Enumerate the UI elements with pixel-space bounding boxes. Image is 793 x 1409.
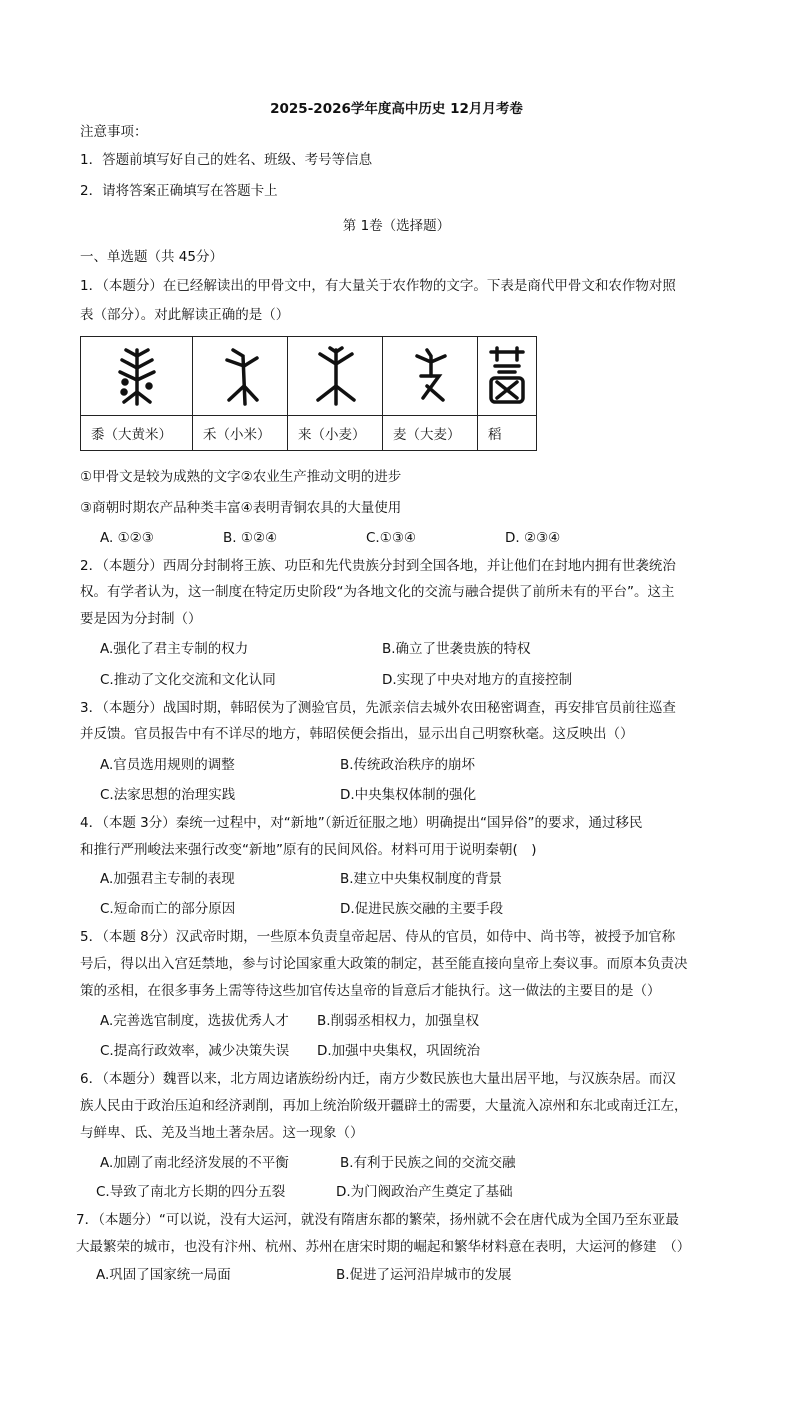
q6-option-a[interactable]: A.加剧了南北经济发展的不平衡 <box>100 1155 289 1171</box>
q6-stem-line-2: 族人民由于政治压迫和经济剥削，再加上统治阶级开疆辟土的需要，大量流入凉州和东北或南迁江左， <box>80 1098 688 1114</box>
table-label-shu: 黍（大黄米） <box>81 416 193 451</box>
exam-title: 2025-2026学年度高中历史 12月月考卷 <box>270 101 523 117</box>
q5-stem-line-1: 5．（本题 8分）汉武帝时期，一些原本负责皇帝起居、侍从的官员，如侍中、尚书等，被授予加官称 <box>80 929 676 945</box>
q4-option-b[interactable]: B.建立中央集权制度的背景 <box>340 871 503 887</box>
table-label-dao: 稻 <box>478 416 537 451</box>
q6-option-c[interactable]: C.导致了南北方长期的四分五裂 <box>96 1184 286 1200</box>
oracle-bone-table <box>80 336 537 451</box>
q4-option-a[interactable]: A.加强君主专制的表现 <box>100 871 235 887</box>
q1-option-b[interactable]: B. ①②④ <box>223 530 278 546</box>
q6-stem-line-3: 与鲜卑、氐、羌及当地土著杂居。这一现象（） <box>80 1125 364 1141</box>
q1-option-c[interactable]: C.①③④ <box>366 530 417 546</box>
q2-option-a[interactable]: A.强化了君主专制的权力 <box>100 641 249 657</box>
q2-stem-line-2: 权。有学者认为，这一制度在特定历史阶段“为各地文化的交流与融合提供了前所未有的平台”。这主 <box>80 584 675 600</box>
q3-option-a[interactable]: A.官员选用规则的调整 <box>100 757 235 773</box>
q4-option-d[interactable]: D.促进民族交融的主要手段 <box>340 901 504 917</box>
section-heading: 一、单选题（共 45分） <box>80 249 223 265</box>
q4-option-c[interactable]: C.短命而亡的部分原因 <box>100 901 236 917</box>
q1-statements-2: ③商朝时期农产品种类丰富④表明青铜农具的大量使用 <box>80 500 402 516</box>
notice-item-1: 1．答题前填写好自己的姓名、班级、考号等信息 <box>80 152 373 168</box>
q5-option-b[interactable]: B.削弱丞相权力，加强皇权 <box>317 1013 480 1029</box>
q2-stem-line-3: 要是因为分封制（） <box>80 611 202 627</box>
q5-option-a[interactable]: A.完善选官制度，选拔优秀人才 <box>100 1013 289 1029</box>
q6-option-d[interactable]: D.为门阀政治产生奠定了基础 <box>336 1184 513 1200</box>
q2-stem-line-1: 2．（本题分）西周分封制将王族、功臣和先代贵族分封到全国各地，并让他们在封地内拥有世袭统治 <box>80 558 676 574</box>
q1-option-d[interactable]: D. ②③④ <box>505 530 561 546</box>
q6-option-b[interactable]: B.有利于民族之间的交流交融 <box>340 1155 516 1171</box>
notice-item-2: 2．请将答案正确填写在答题卡上 <box>80 183 278 199</box>
table-label-he: 禾（小米） <box>193 416 288 451</box>
q5-option-c[interactable]: C.提高行政效率，减少决策失误 <box>100 1043 290 1059</box>
q3-option-b[interactable]: B.传统政治秩序的崩坏 <box>340 757 476 773</box>
table-label-mai: 麦（大麦） <box>383 416 478 451</box>
q7-stem-line-1: 7．（本题分）“可以说，没有大运河，就没有隋唐东都的繁荣，扬州就不会在唐代成为全国乃至东亚最 <box>76 1212 679 1228</box>
q5-stem-line-3: 策的丞相，在很多事务上需等待这些加官传达皇帝的旨意后才能执行。这一做法的主要目的是（） <box>80 983 661 999</box>
q1-statements-1: ①甲骨文是较为成熟的文字②农业生产推动文明的进步 <box>80 469 402 485</box>
q1-option-a[interactable]: A. ①②③ <box>100 530 154 546</box>
q7-option-a[interactable]: A.巩固了国家统一局面 <box>96 1267 231 1283</box>
oracle-shu-icon <box>81 337 193 416</box>
q6-stem-line-1: 6．（本题分）魏晋以来，北方周边诸族纷纷内迁，南方少数民族也大量出居平地，与汉族杂居。而汉 <box>80 1071 676 1087</box>
notice-heading: 注意事项： <box>80 124 148 140</box>
oracle-dao-icon <box>478 337 537 416</box>
table-label-lai: 来（小麦） <box>288 416 383 451</box>
q2-option-b[interactable]: B.确立了世袭贵族的特权 <box>382 641 531 657</box>
q1-stem-line-1: 1．（本题分）在已经解读出的甲骨文中，有大量关于农作物的文字。下表是商代甲骨文和农作物对照 <box>80 278 676 294</box>
q3-option-c[interactable]: C.法家思想的治理实践 <box>100 787 236 803</box>
q3-option-d[interactable]: D.中央集权体制的强化 <box>340 787 477 803</box>
q7-option-b[interactable]: B.促进了运河沿岸城市的发展 <box>336 1267 512 1283</box>
q1-stem-line-2: 表（部分）。对此解读正确的是（） <box>80 307 290 323</box>
volume-heading: 第 1卷（选择题） <box>342 218 451 234</box>
oracle-mai-icon <box>383 337 478 416</box>
q3-stem-line-1: 3．（本题分）战国时期，韩昭侯为了测验官员，先派亲信去城外农田秘密调查，再安排官员前往巡查 <box>80 700 676 716</box>
q3-stem-line-2: 并反馈。官员报告中有不详尽的地方，韩昭侯便会指出，显示出自己明察秋毫。这反映出（） <box>80 726 634 742</box>
oracle-he-icon <box>193 337 288 416</box>
oracle-lai-icon <box>288 337 383 416</box>
q5-stem-line-2: 号后，得以出入宫廷禁地，参与讨论国家重大政策的制定，甚至能直接向皇帝上奏议事。而原本负责决 <box>80 956 688 972</box>
q7-stem-line-2: 大最繁荣的城市，也没有汴州、杭州、苏州在唐宋时期的崛起和繁华材料意在表明，大运河的修建 （） <box>76 1239 691 1255</box>
q4-stem-line-2: 和推行严刑峻法来强行改变“新地”原有的民间风俗。材料可用于说明秦朝( ) <box>80 842 537 858</box>
q4-stem-line-1: 4．（本题 3分）秦统一过程中，对“新地”（新近征服之地）明确提出“国异俗”的要求，通过移民 <box>80 815 643 831</box>
q2-option-d[interactable]: D.实现了中央对地方的直接控制 <box>382 672 573 688</box>
q2-option-c[interactable]: C.推动了文化交流和文化认同 <box>100 672 276 688</box>
q5-option-d[interactable]: D.加强中央集权，巩固统治 <box>317 1043 481 1059</box>
